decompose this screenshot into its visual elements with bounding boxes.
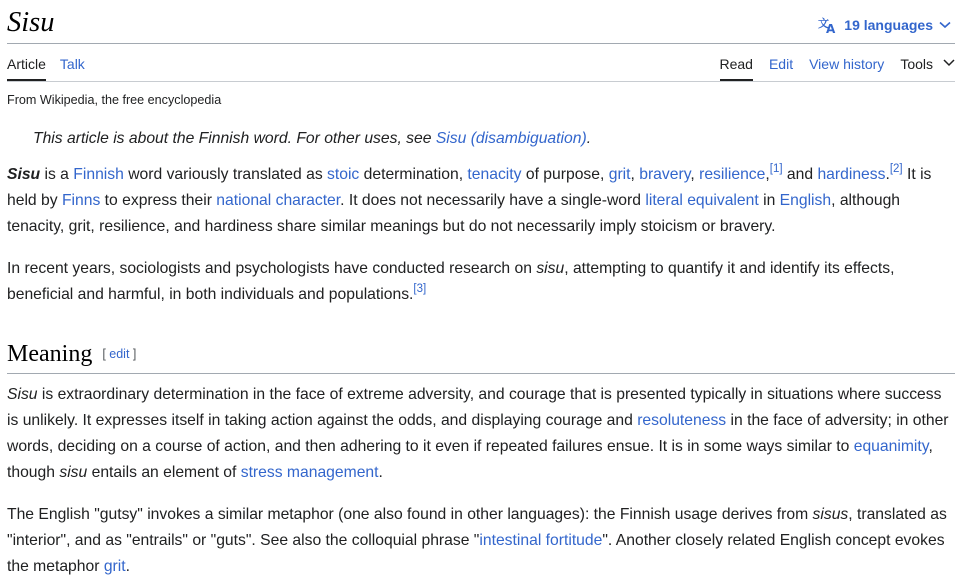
term-sisu: Sisu	[7, 166, 41, 183]
text: is extraordinary determination in the face of extreme adversity, and courage that is presented typically in situations where success is unlikely. It expresses itself in taking action against the odds, and displaying courage and	[7, 386, 942, 429]
link-sisu-disambiguation[interactable]: Sisu (disambiguation)	[435, 130, 587, 147]
tab-edit[interactable]: Edit	[768, 56, 794, 72]
text: determination,	[359, 166, 468, 183]
svg-text:文: 文	[818, 17, 830, 30]
link-finns[interactable]: Finns	[61, 192, 101, 209]
text: ". Another closely related English concept evokes the metaphor	[7, 532, 945, 575]
link-intestinal-fortitude[interactable]: intestinal fortitude	[479, 532, 603, 549]
text: and	[782, 166, 818, 183]
link-bravery[interactable]: bravery	[639, 166, 691, 183]
text: In recent years, sociologists and psychologists have conducted research on	[7, 260, 537, 277]
text: ,	[690, 166, 700, 183]
tools-label: Tools	[900, 56, 933, 72]
text: of purpose,	[521, 166, 609, 183]
text: , attempting to quantify it and identify its effects, beneficial and harmful, in both individuals and populations.	[7, 260, 895, 303]
bracket: ]	[129, 347, 137, 361]
heading-divider	[7, 373, 955, 374]
link-national-character[interactable]: national character	[216, 192, 341, 209]
text: It is held by	[7, 166, 932, 209]
link-english[interactable]: English	[779, 192, 832, 209]
link-grit[interactable]: grit	[103, 558, 126, 575]
text: . It does not necessarily have a single-word	[340, 192, 646, 209]
paragraph-intro	[7, 162, 955, 240]
tab-talk[interactable]: Talk	[59, 56, 85, 72]
hatnote	[33, 130, 591, 148]
reference-1[interactable]: [1]	[769, 163, 783, 175]
link-resoluteness[interactable]: resoluteness	[637, 412, 727, 429]
text: word variously translated as	[123, 166, 328, 183]
text: to express their	[100, 192, 217, 209]
link-literal-equivalent[interactable]: literal equivalent	[645, 192, 759, 209]
text: .	[378, 464, 383, 481]
text: in the face of adversity; in other words, deciding on a course of action, and then adhering to it even if repeated failures ensue. It is in some ways similar to	[7, 412, 949, 455]
reference-2[interactable]: [2]	[889, 163, 903, 175]
text: The English "gutsy" invokes a similar metaphor (one also found in other languages): the Finnish usage derives from	[7, 506, 813, 523]
chevron-down-icon	[943, 55, 955, 73]
bracket: [	[102, 347, 110, 361]
link-finnish[interactable]: Finnish	[73, 166, 124, 183]
language-label: 19 languages	[844, 17, 933, 33]
title-divider	[7, 43, 955, 44]
page-title: Sisu	[7, 7, 55, 38]
text: is a	[40, 166, 74, 183]
svg-text:A: A	[826, 22, 836, 34]
tools-menu[interactable]	[900, 55, 955, 81]
text: , translated as "interior", and as "entrails" or "guts". See also the colloquial phrase "	[7, 506, 947, 549]
tab-read[interactable]: Read	[720, 55, 753, 81]
section-edit	[102, 347, 136, 361]
chevron-down-icon	[939, 21, 951, 29]
link-stoic[interactable]: stoic	[327, 166, 360, 183]
translate-icon	[818, 16, 838, 34]
text: ,	[765, 166, 770, 183]
site-tagline: From Wikipedia, the free encyclopedia	[7, 93, 222, 107]
text: entails an element of	[87, 464, 241, 481]
hatnote-period: .	[586, 130, 592, 147]
link-resilience[interactable]: resilience	[699, 166, 766, 183]
paragraph-meaning	[7, 382, 955, 486]
paragraph-gutsy	[7, 502, 955, 580]
link-grit[interactable]: grit	[608, 166, 631, 183]
tab-view-history[interactable]: View history	[809, 56, 885, 72]
text: in	[758, 192, 780, 209]
paragraph-research	[7, 256, 955, 308]
link-tenacity[interactable]: tenacity	[467, 166, 522, 183]
link-hardiness[interactable]: hardiness	[817, 166, 886, 183]
heading-text: Meaning	[7, 341, 93, 367]
tabs-divider	[7, 81, 955, 82]
text: ,	[630, 166, 640, 183]
link-stress-management[interactable]: stress management	[240, 464, 379, 481]
term-sisu: sisu	[59, 464, 88, 481]
link-equanimity[interactable]: equanimity	[853, 438, 929, 455]
hatnote-text: This article is about the Finnish word. For other uses, see	[33, 130, 436, 147]
section-heading-meaning	[7, 338, 955, 370]
text: .	[125, 558, 130, 575]
view-tabs	[704, 55, 956, 81]
text: .	[885, 166, 890, 183]
term-sisu: sisu	[536, 260, 565, 277]
language-button[interactable]	[818, 14, 951, 36]
term-sisus: sisus	[812, 506, 849, 523]
term-sisu: Sisu	[7, 386, 38, 403]
namespace-tabs	[7, 55, 99, 81]
text: , though	[7, 438, 933, 481]
edit-section-link[interactable]: edit	[109, 347, 130, 361]
text: , although tenacity, grit, resilience, and hardiness share similar meanings but do not necessarily imply stoicism or bravery.	[7, 192, 901, 235]
reference-3[interactable]: [3]	[413, 283, 427, 295]
tab-article[interactable]: Article	[7, 55, 46, 81]
